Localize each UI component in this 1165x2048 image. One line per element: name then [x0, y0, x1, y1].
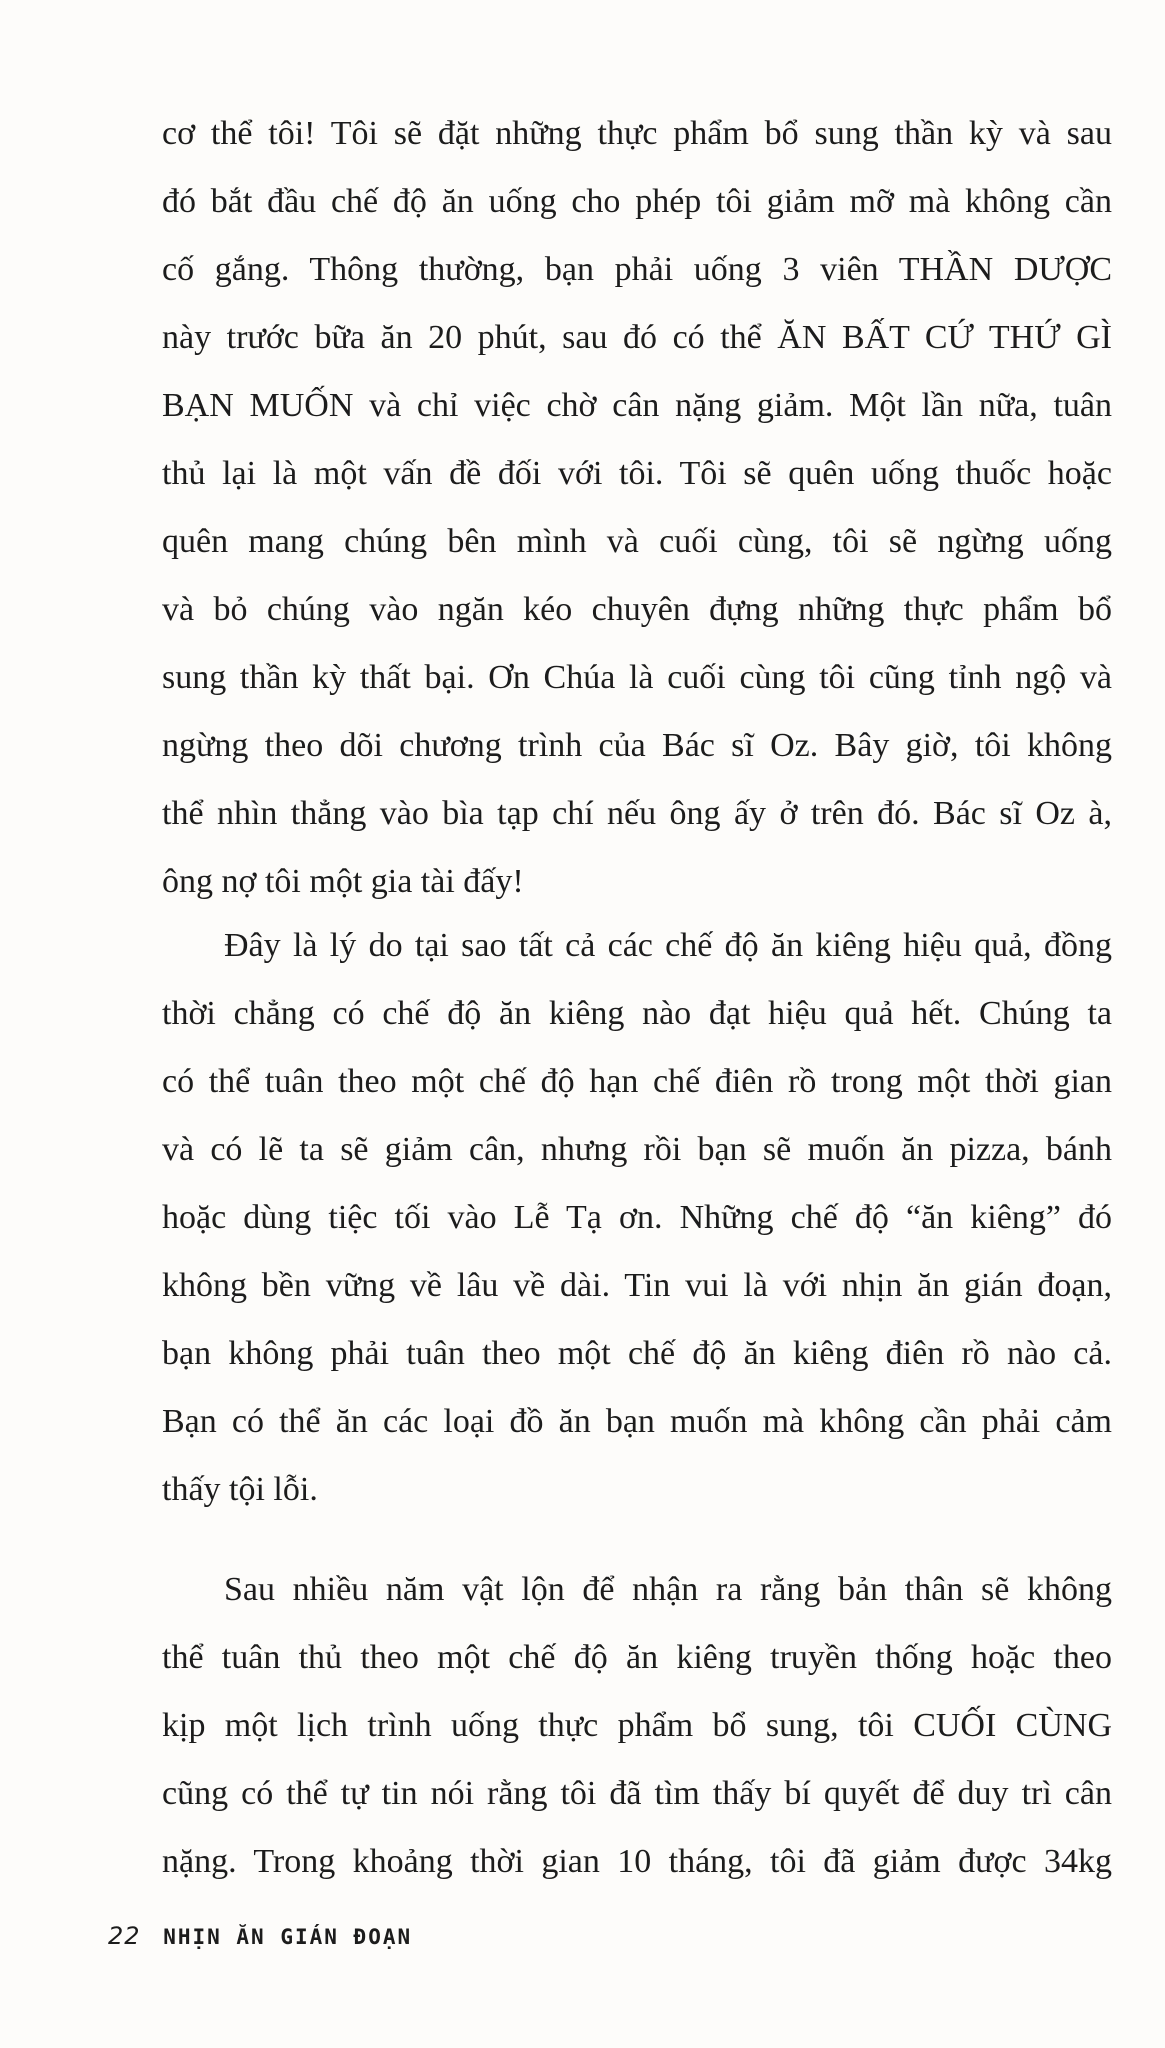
text-line: nặng. Trong khoảng thời gian 10 tháng, tôi đã giảm được 34kg — [162, 1843, 1112, 1880]
text-line: cố gắng. Thông thường, bạn phải uống 3 viên THẦN DƯỢC — [162, 251, 1112, 288]
text-line: thể nhìn thẳng vào bìa tạp chí nếu ông ấy ở trên đó. Bác sĩ Oz à, — [162, 795, 1112, 832]
text-line: có thể tuân theo một chế độ hạn chế điên rồ trong một thời gian — [162, 1063, 1112, 1100]
running-title: NHỊN ĂN GIÁN ĐOẠN — [163, 1925, 413, 1949]
text-line: không bền vững về lâu về dài. Tin vui là với nhịn ăn gián đoạn, — [162, 1267, 1112, 1304]
text-line: Đây là lý do tại sao tất cả các chế độ ăn kiêng hiệu quả, đồng — [224, 927, 1112, 964]
paragraph-2 — [162, 912, 1112, 1524]
text-line: thời chẳng có chế độ ăn kiêng nào đạt hiệu quả hết. Chúng ta — [162, 995, 1112, 1032]
text-line: thấy tội lỗi. — [162, 1471, 318, 1508]
text-line: và có lẽ ta sẽ giảm cân, nhưng rồi bạn sẽ muốn ăn pizza, bánh — [162, 1131, 1112, 1168]
text-line: cũng có thể tự tin nói rằng tôi đã tìm thấy bí quyết để duy trì cân — [162, 1775, 1112, 1812]
text-line: hoặc dùng tiệc tối vào Lễ Tạ ơn. Những chế độ “ăn kiêng” đó — [162, 1199, 1112, 1236]
page-footer — [108, 1922, 412, 1950]
text-line: Bạn có thể ăn các loại đồ ăn bạn muốn mà không cần phải cảm — [162, 1403, 1112, 1440]
text-line: và bỏ chúng vào ngăn kéo chuyên đựng những thực phẩm bổ — [162, 591, 1112, 628]
page-number: 22 — [108, 1922, 141, 1950]
text-line: kịp một lịch trình uống thực phẩm bổ sung, tôi CUỐI CÙNG — [162, 1707, 1112, 1744]
paragraph-3 — [162, 1556, 1112, 1896]
text-line: cơ thể tôi! Tôi sẽ đặt những thực phẩm bổ sung thần kỳ và sau — [162, 115, 1112, 152]
text-line: Sau nhiều năm vật lộn để nhận ra rằng bản thân sẽ không — [224, 1571, 1112, 1608]
text-line: thể tuân thủ theo một chế độ ăn kiêng truyền thống hoặc theo — [162, 1639, 1112, 1676]
text-line: sung thần kỳ thất bại. Ơn Chúa là cuối cùng tôi cũng tỉnh ngộ và — [162, 659, 1112, 696]
text-line: này trước bữa ăn 20 phút, sau đó có thể ĂN BẤT CỨ THỨ GÌ — [162, 319, 1112, 356]
text-line: bạn không phải tuân theo một chế độ ăn kiêng điên rồ nào cả. — [162, 1335, 1112, 1372]
text-line: quên mang chúng bên mình và cuối cùng, tôi sẽ ngừng uống — [162, 523, 1112, 560]
text-line: thủ lại là một vấn đề đối với tôi. Tôi sẽ quên uống thuốc hoặc — [162, 455, 1112, 492]
paragraph-1 — [162, 100, 1112, 916]
text-line: ông nợ tôi một gia tài đấy! — [162, 863, 524, 900]
text-line: BẠN MUỐN và chỉ việc chờ cân nặng giảm. Một lần nữa, tuân — [162, 387, 1112, 424]
text-line: ngừng theo dõi chương trình của Bác sĩ Oz. Bây giờ, tôi không — [162, 727, 1112, 764]
text-line: đó bắt đầu chế độ ăn uống cho phép tôi giảm mỡ mà không cần — [162, 183, 1112, 220]
